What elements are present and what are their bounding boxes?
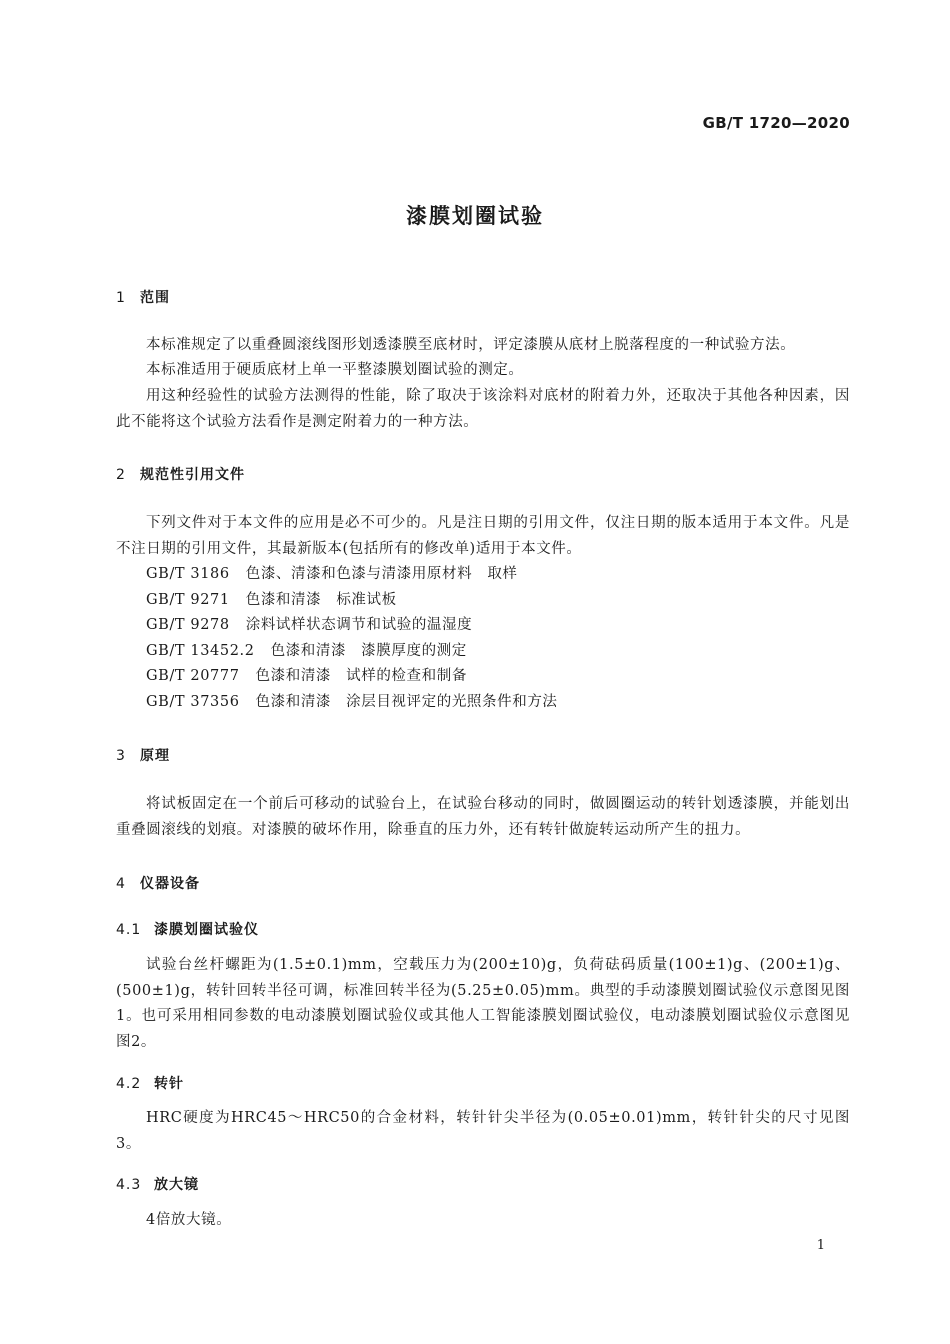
reference-code: GB/T 13452.2 xyxy=(146,643,255,659)
section-2-intro: 下列文件对于本文件的应用是必不可少的。凡是注日期的引用文件，仅注日期的版本适用于本文件。凡是不注日期的引用文件，其最新版本(包括所有的修改单)适用于本文件。 xyxy=(116,515,850,557)
reference-item xyxy=(146,639,467,660)
section-title: 仪器设备 xyxy=(140,876,200,892)
reference-item xyxy=(146,664,467,685)
reference-code: GB/T 3186 xyxy=(146,566,230,582)
reference-code: GB/T 20777 xyxy=(146,668,240,684)
subsection-4-1-heading xyxy=(116,919,259,939)
section-1-paragraph: 用这种经验性的试验方法测得的性能，除了取决于该涂料对底材的附着力外，还取决于其他各种因素，因此不能将这个试验方法看作是测定附着力的一种方法。 xyxy=(116,388,850,430)
section-title: 范围 xyxy=(140,290,170,306)
subsection-4-1-paragraph: 试验台丝杆螺距为(1.5±0.1)mm，空载压力为(200±10)g，负荷砝码质量(100±1)g、(200±1)g、(500±1)g，转针回转半径可调，标准回转半径为(5.25±0.05)mm。典型的手动漆膜划圈试验仪示意图见图1。也可采用相同参数的电动漆膜划圈试验仪或其他人工智能漆膜划圈试验仪，电动漆膜划圈试验仪示意图见图2。 xyxy=(116,957,850,1050)
reference-title: 色漆和清漆 涂层目视评定的光照条件和方法 xyxy=(255,694,558,710)
subsection-title: 漆膜划圈试验仪 xyxy=(154,922,259,938)
section-title: 原理 xyxy=(140,748,170,764)
section-number: 4 xyxy=(116,876,126,892)
reference-item xyxy=(146,562,518,583)
reference-item xyxy=(146,588,397,609)
subsection-title: 放大镜 xyxy=(154,1177,199,1193)
section-3-paragraph: 将试板固定在一个前后可移动的试验台上，在试验台移动的同时，做圆圈运动的转针划透漆膜，并能划出重叠圆滚线的划痕。对漆膜的破坏作用，除垂直的压力外，还有转针做旋转运动所产生的扭力。 xyxy=(116,796,850,838)
section-number: 1 xyxy=(116,290,126,306)
document-title: 漆膜划圈试验 xyxy=(406,204,544,228)
reference-title: 色漆和清漆 漆膜厚度的测定 xyxy=(270,643,467,659)
section-1-paragraph: 本标准适用于硬质底材上单一平整漆膜划圈试验的测定。 xyxy=(146,362,524,378)
section-2-heading xyxy=(116,464,245,484)
section-number: 3 xyxy=(116,748,126,764)
section-3-heading xyxy=(116,745,170,765)
subsection-4-2-heading xyxy=(116,1073,184,1093)
subsection-number: 4.3 xyxy=(116,1177,142,1193)
subsection-4-2-paragraph: HRC硬度为HRC45～HRC50的合金材料，转针针尖半径为(0.05±0.01)mm，转针针尖的尺寸见图3。 xyxy=(116,1110,850,1152)
section-1-paragraph: 本标准规定了以重叠圆滚线图形划透漆膜至底材时，评定漆膜从底材上脱落程度的一种试验方法。 xyxy=(146,337,796,353)
reference-code: GB/T 9271 xyxy=(146,592,230,608)
reference-item xyxy=(146,613,472,634)
reference-title: 色漆和清漆 标准试板 xyxy=(245,592,397,608)
subsection-title: 转针 xyxy=(154,1076,184,1092)
section-1-heading xyxy=(116,287,170,307)
section-title: 规范性引用文件 xyxy=(140,467,245,483)
subsection-4-3-paragraph: 4倍放大镜。 xyxy=(146,1212,232,1228)
reference-code: GB/T 37356 xyxy=(146,694,240,710)
reference-item xyxy=(146,690,558,711)
reference-code: GB/T 9278 xyxy=(146,617,230,633)
reference-title: 色漆和清漆 试样的检查和制备 xyxy=(255,668,467,684)
subsection-number: 4.2 xyxy=(116,1076,142,1092)
section-number: 2 xyxy=(116,467,126,483)
page-number: 1 xyxy=(816,1238,825,1253)
subsection-number: 4.1 xyxy=(116,922,142,938)
standard-code: GB/T 1720—2020 xyxy=(702,114,850,132)
subsection-4-3-heading xyxy=(116,1174,199,1194)
section-4-heading xyxy=(116,873,200,893)
reference-title: 涂料试样状态调节和试验的温湿度 xyxy=(245,617,473,633)
reference-title: 色漆、清漆和色漆与清漆用原材料 取样 xyxy=(245,566,518,582)
